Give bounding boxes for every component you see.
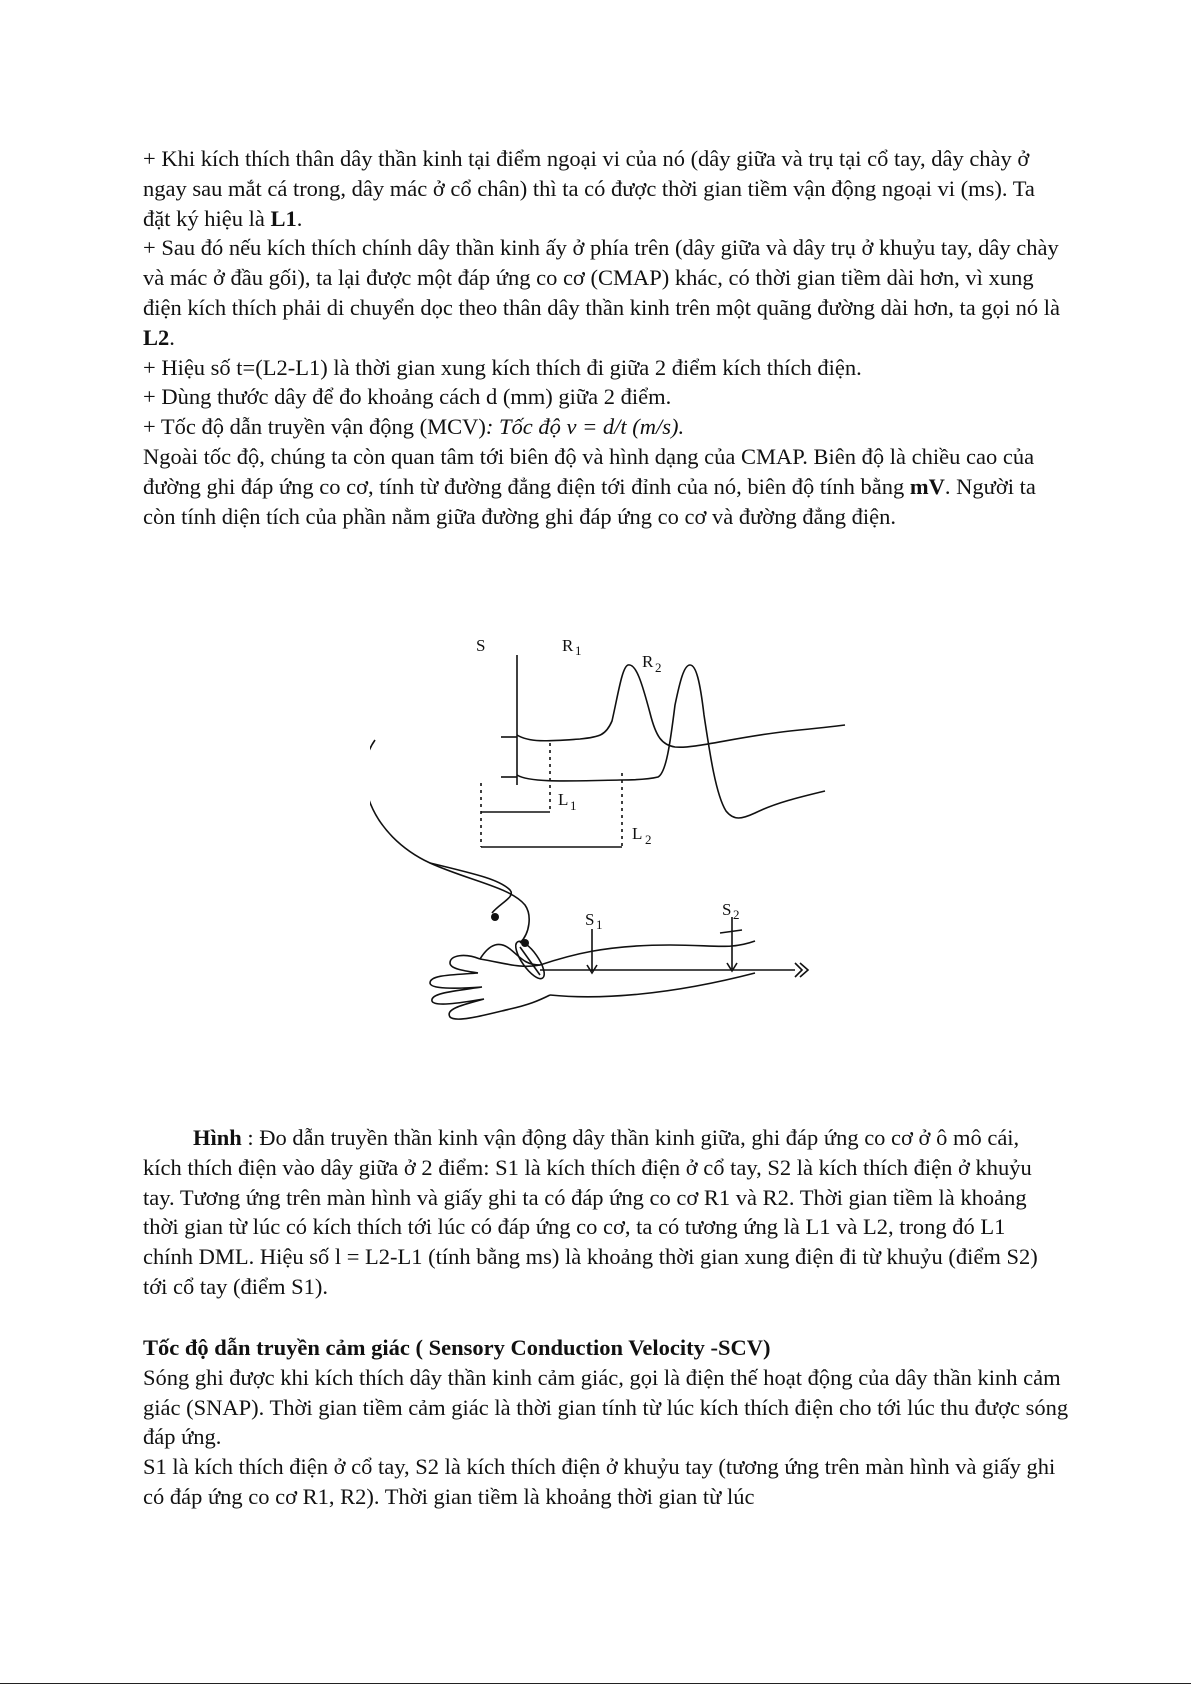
text-span: . [169,324,175,350]
text-span: . [296,205,303,231]
intro-text [143,144,1063,531]
label-r1: R [562,636,574,655]
text-span: . Người ta còn tính diện tích của phần nằm giữa đường ghi đáp ứng co cơ và đường đẳng điện. [143,473,1036,529]
page-bottom-rule [0,1683,1191,1684]
bold-term-mv: mV [909,473,945,499]
electrode-dot-2 [521,939,529,947]
formula-italic: : Tốc độ v = d/t (m/s). [485,414,685,440]
section-paragraph-2: S1 là kích thích điện ở cổ tay, S2 là kích thích điện ở khuỷu tay (tương ứng trên màn hình và giấy ghi có đáp ứng co cơ R1, R2). Thời gian tiềm là khoảng thời gian từ lúc [143,1454,1056,1509]
label-l1-subscript: 1 [570,798,577,813]
section-heading: Tốc độ dẫn truyền cảm giác ( Sensory Conduction Velocity -SCV) [143,1335,771,1360]
conduction-diagram [370,625,850,1035]
paragraph-l1 [143,144,1063,233]
label-l2: L [632,824,643,843]
text-span: + Tốc độ dẫn truyền vận động (MCV) [143,414,486,440]
paragraph-amplitude [143,442,1063,531]
label-l1: L [558,790,569,809]
paragraph-measure: + Dùng thước dây để đo khoảng cách d (mm) giữa 2 điểm. [143,384,672,410]
s2-tick [720,930,742,933]
section-scv [143,1333,1073,1512]
text-span: + Sau đó nếu kích thích chính dây thần kinh ấy ở phía trên (dây giữa và dây trụ ở khuỷu tay, dây chày và mác ở đầu gối), ta lại được một đáp ứng co cơ (CMAP) khác, có thời gian tiềm dài hơn, vì xung điện kích thích phải di chuyển dọc theo thân dây thần kinh trên một quãng đường dài hơn, ta gọi nó là [143,235,1061,320]
label-r2: R [642,652,654,671]
label-r1-subscript: 1 [575,643,582,658]
electrode-stripe [520,947,540,975]
caption-bold-label: Hình [193,1125,242,1150]
electrode-dot-1 [491,913,499,921]
arm-lower-edge [550,973,755,997]
nerve-end [795,963,808,977]
caption-text: : Đo dẫn truyền thần kinh vận động dây thần kinh giữa, ghi đáp ứng co cơ ở ô mô cái, kích thích điện vào dây giữa ở 2 điểm: S1 là kích thích điện ở cổ tay, S2 là kích thích điện ở khuỷu tay. Tương ứng trên màn hình và giấy ghi ta có đáp ứng co cơ R1 và R2. Thời gian tiềm là khoảng thời gian từ lúc có kích thích tới lúc có đáp ứng co cơ, ta có tương ứng là L1 và L2, trong đó L1 chính DML. Hiệu số l = L2-L1 (tính bằng ms) là khoảng thời gian xung điện đi từ khuỷu (điểm S2) tới cổ tay (điểm S1). [143,1125,1038,1299]
paragraph-l2 [143,233,1063,352]
label-s: S [476,636,486,655]
figure-caption [143,1123,1058,1302]
bold-term-l2: L2 [143,324,170,350]
paragraph-mcv [143,412,1063,442]
label-s1-subscript: 1 [596,917,603,932]
bold-term-l1: L1 [270,205,297,231]
caption-paragraph [143,1123,1058,1302]
label-r2-subscript: 2 [655,660,662,675]
text-span: Ngoài tốc độ, chúng ta còn quan tâm tới biên độ và hình dạng của CMAP. Biên độ là chiều cao của đường ghi đáp ứng co cơ, tính từ đường đẳng điện tới đỉnh của nó, biên độ tính bằng [143,443,1035,499]
label-s2-subscript: 2 [733,907,740,922]
label-s2: S [722,900,732,919]
label-s1: S [585,910,595,929]
label-l2-subscript: 2 [645,832,652,847]
conduction-diagram-svg [370,625,850,1035]
section-paragraph-1: Sóng ghi được khi kích thích dây thần kinh cảm giác, gọi là điện thế hoạt động của dây thần kinh cảm giác (SNAP). Thời gian tiềm cảm giác là thời gian tính từ lúc kích thích điện cho tới lúc thu được sóng đáp ứng. [143,1364,1069,1450]
text-span: + Khi kích thích thân dây thần kinh tại điểm ngoại vi của nó (dây giữa và trụ tại cổ tay, dây chày ở ngay sau mắt cá trong, dây mác ở cổ chân) thì ta có được thời gian tiềm vận động ngoại vi (ms). Ta đặt ký hiệu là [143,146,1035,231]
paragraph-difference: + Hiệu số t=(L2-L1) là thời gian xung kích thích đi giữa 2 điểm kích thích điện. [143,354,862,380]
electrode-cable [370,740,529,943]
